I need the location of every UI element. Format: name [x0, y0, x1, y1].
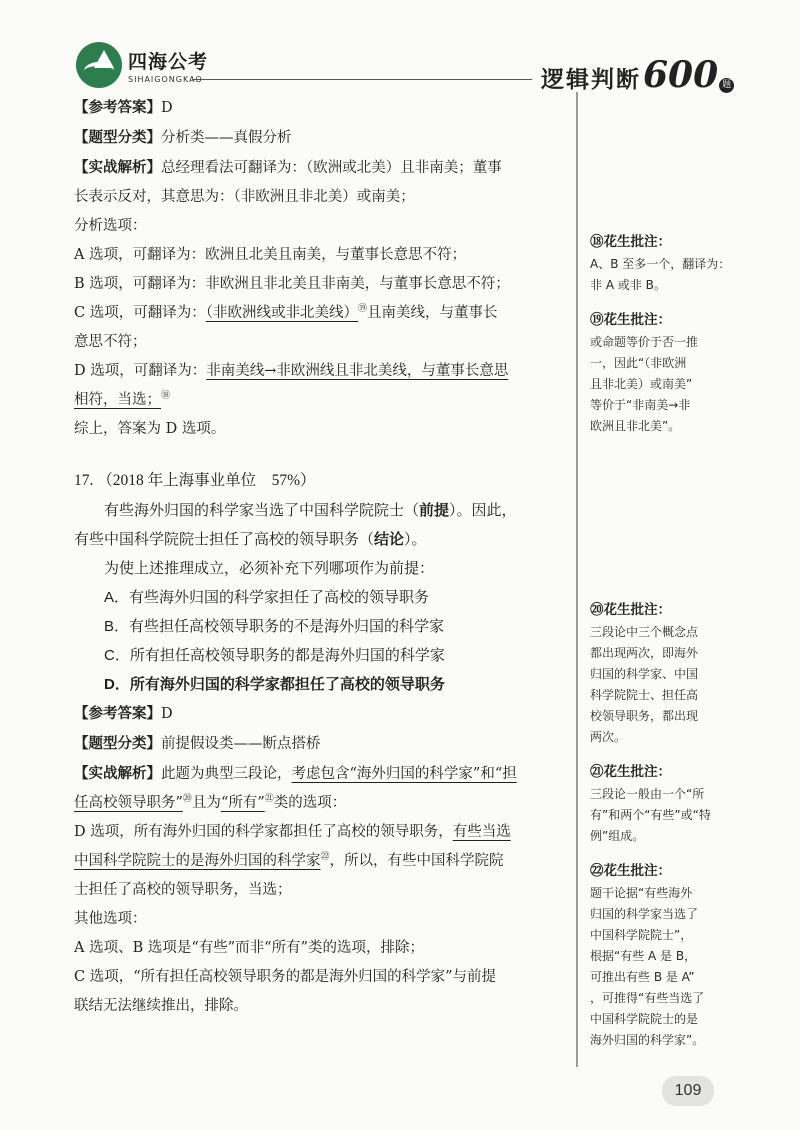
book-title-unit-badge: 题 — [719, 78, 734, 93]
q17-analysis-line-1: 【实战解析】此题为典型三段论，考虑包含“海外归国的科学家”和“担 — [74, 765, 517, 782]
main-content — [74, 93, 574, 1021]
q17-heading — [74, 466, 574, 496]
publisher-logo — [76, 42, 208, 88]
q17-others-c: C 选项，“所有担任高校领导职务的都是海外归国的科学家”与前提 — [74, 969, 497, 985]
margin-divider — [576, 92, 578, 1067]
q16-option-d-analysis-cont: 相符，当选；⑱ — [74, 391, 171, 408]
q16-answer: 【参考答案】D — [74, 99, 173, 116]
q17-others-label: 其他选项： — [74, 911, 147, 927]
sail-logo-icon — [76, 42, 122, 88]
margin-note-21: ㉑花生批注： 三段论一般由一个“所 有”和两个“有些”或“特 例”组成。 — [590, 764, 711, 843]
q16-option-c-analysis-cont: 意思不符； — [74, 334, 147, 350]
q17-others-c-cont: 联结无法继续推出，排除。 — [74, 998, 248, 1014]
q17-option-b: B．有些担任高校领导职务的不是海外归国的科学家 — [104, 618, 445, 635]
footnote-marker: ⑲ — [357, 304, 367, 315]
q17-stem-line-1: 有些海外归国的科学家当选了中国科学院院士（前提）。因此， — [104, 502, 517, 519]
q16-option-a-analysis: A 选项，可翻译为：欧洲且北美且南美，与董事长意思不符； — [74, 247, 467, 263]
logo-english-text: SIHAIGONGKAO — [128, 74, 203, 84]
page-header — [0, 0, 800, 96]
q17-option-d-analysis: D 选项，所有海外归国的科学家都担任了高校的领导职务，有些当选 — [74, 824, 511, 840]
question-source: （2018 年上海事业单位 57%） — [97, 472, 316, 489]
footnote-marker: ㉑ — [264, 794, 274, 805]
book-title-text: 逻辑判断 — [541, 67, 641, 93]
question-number: 17. — [74, 472, 94, 489]
margin-note-18: ⑱花生批注： A、B 至多一个，翻译为： 非 A 或非 B。 — [590, 234, 731, 292]
q16-option-b-analysis: B 选项，可翻译为：非欧洲且非北美且非南美，与董事长意思不符； — [74, 276, 510, 292]
q16-analysis-line-3: 分析选项： — [74, 218, 147, 234]
footnote-marker: ⑳ — [182, 794, 192, 805]
header-rule — [192, 79, 532, 80]
q16-conclusion: 综上，答案为 D 选项。 — [74, 421, 226, 437]
logo-chinese-text: 四海公考 — [128, 50, 209, 73]
margin-note-20: ⑳花生批注： 三段论中三个概念点 都出现两次，即海外 归国的科学家、中国 科学院院士、担任高 校领导职务，都出现 两次。 — [590, 602, 699, 744]
margin-notes-bottom — [590, 598, 780, 1063]
q17-analysis-line-2: 任高校领导职务”⑳且为“所有”$^㉑$类的选项： — [74, 794, 347, 811]
q17-option-d-analysis-end: 士担任了高校的领导职务，当选； — [74, 882, 292, 898]
margin-notes-top — [590, 230, 780, 449]
q17-type: 【题型分类】前提假设类——断点搭桥 — [74, 735, 321, 752]
q16-type: 【题型分类】分析类——真假分析 — [74, 129, 292, 146]
margin-note-22: ㉒花生批注： 题干论据“有些海外 归国的科学家当选了 中国科学院院士”， 根据“有些 A 是 B， 可推出有些 B 是 A” ，可推得“有些当选了 中国科学院院士的是 海外归国的科学家”。 — [590, 863, 705, 1047]
q16-analysis-line-2: 长表示反对，其意思为：（非欧洲且非北美）或南美； — [74, 189, 415, 205]
q17-stem-line-2: 有些中国科学院院士担任了高校的领导职务（结论）。 — [74, 531, 427, 548]
q17-answer: 【参考答案】D — [74, 705, 173, 722]
book-title — [541, 54, 734, 96]
q17-option-d: D．所有海外归国的科学家都担任了高校的领导职务 — [104, 676, 445, 693]
q17-option-a: A．有些海外归国的科学家担任了高校的领导职务 — [104, 589, 430, 606]
footnote-marker: ⑱ — [161, 391, 171, 402]
q17-question: 为使上述推理成立，必须补充下列哪项作为前提： — [104, 560, 435, 577]
footnote-marker: ㉒ — [320, 852, 330, 863]
q17-others-ab: A 选项、B 选项是“有些”而非“所有”类的选项，排除； — [74, 940, 424, 956]
q17-option-c: C．所有担任高校领导职务的都是海外归国的科学家 — [104, 647, 445, 664]
page-number: 109 — [662, 1076, 714, 1106]
q16-option-c-analysis: C 选项，可翻译为：（非欧洲线或非北美线）⑲且南美线，与董事长 — [74, 304, 498, 321]
q16-option-d-analysis: D 选项，可翻译为：非南美线→非欧洲线且非北美线，与董事长意思 — [74, 363, 509, 379]
margin-note-19: ⑲花生批注： 或命题等价于否一推 一，因此“（非欧洲 且非北美）或南美” 等价于“非南美→非 欧洲且非北美”。 — [590, 312, 699, 433]
q16-analysis-line-1: 【实战解析】总经理看法可翻译为：（欧洲或北美）且非南美；董事 — [74, 159, 502, 176]
book-title-number: 600 — [643, 54, 719, 96]
q17-option-d-analysis-cont: 中国科学院院士的是海外归国的科学家$^㉒$，所以，有些中国科学院院 — [74, 852, 504, 869]
